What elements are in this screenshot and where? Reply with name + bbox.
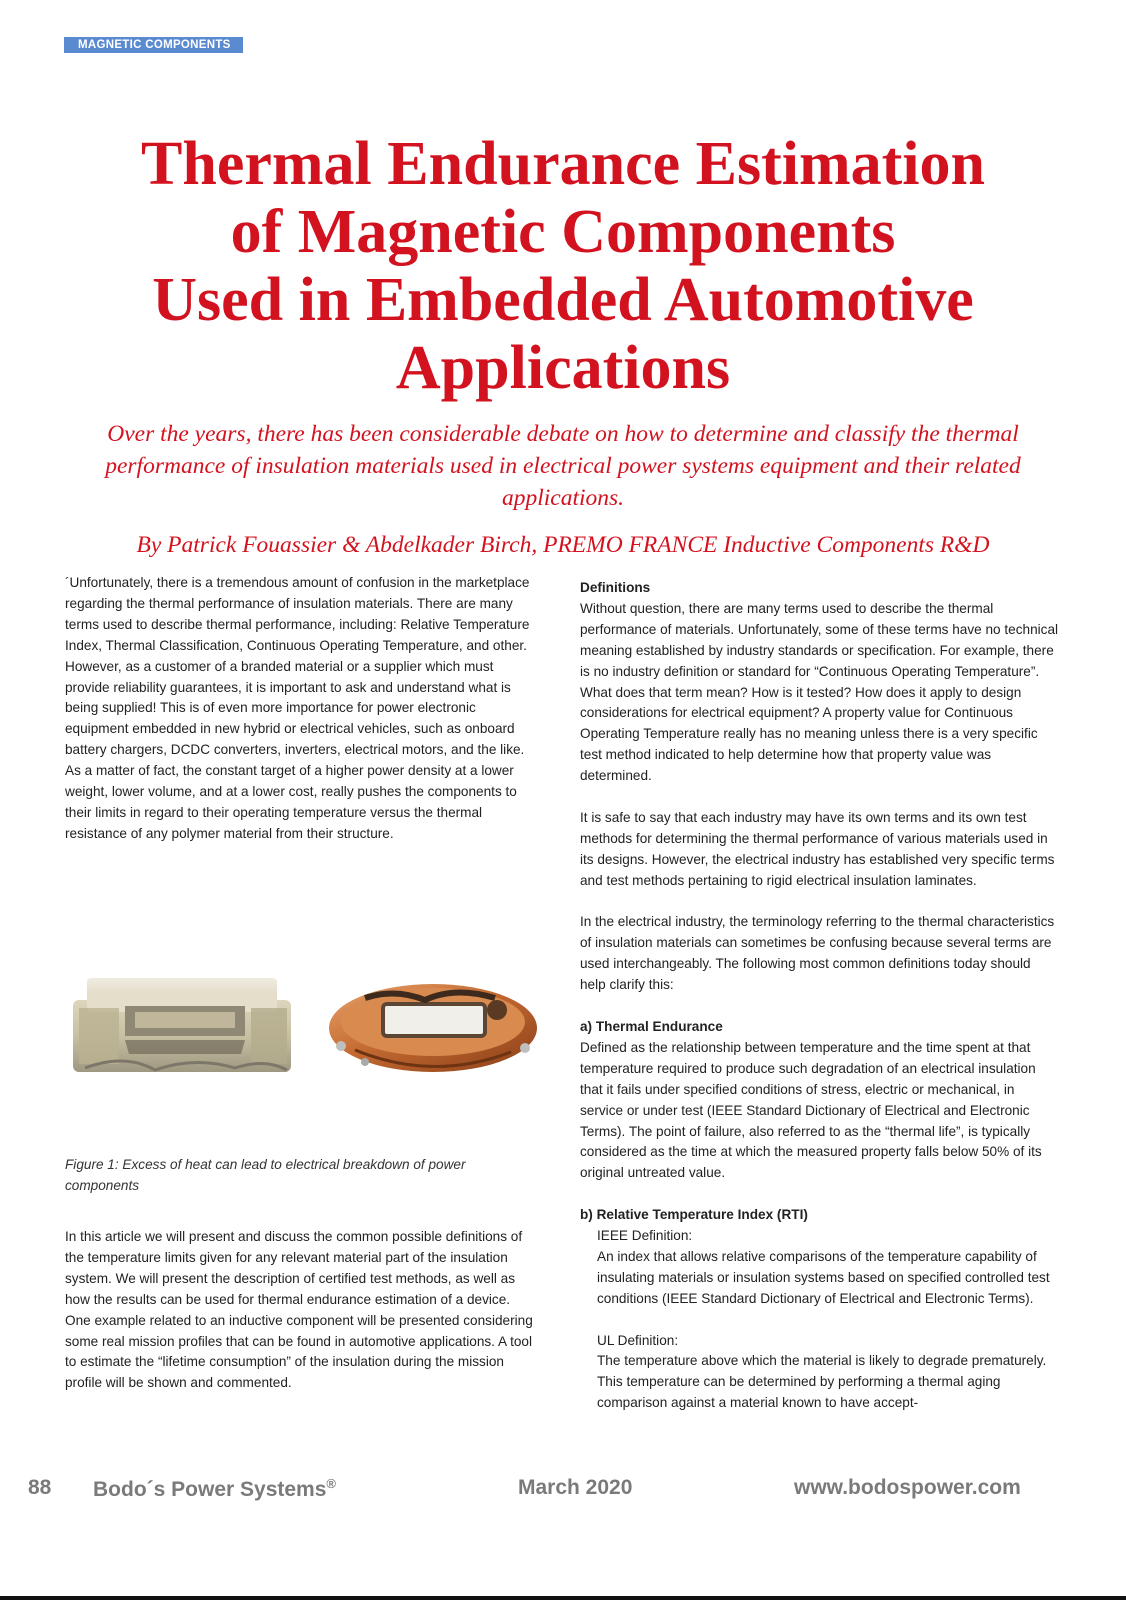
- definitions-paragraph-2: It is safe to say that each industry may have its own terms and its own test methods for determining the thermal performance of various materials used in its designs. However, the electrical industry has established very specific terms and test methods pertaining to rigid electrical insulation laminates.: [580, 809, 1055, 888]
- article-title: [40, 130, 1086, 402]
- definitions-paragraph-3: In the electrical industry, the terminology referring to the thermal characteristics of insulation materials can sometimes be confusing because several terms are used interchangeably. The following most common definitions today should help clarify this:: [580, 914, 1055, 993]
- left-column-article-intro: [65, 1227, 537, 1394]
- ul-definition-text: The temperature above which the material is likely to degrade prematurely. This temperature can be determined by performing a thermal aging comparison against a material known to have accept-: [597, 1353, 1047, 1411]
- rti-heading: b) Relative Temperature Index (RTI): [580, 1207, 808, 1223]
- page-footer: [0, 1476, 1126, 1506]
- definitions-paragraph-1: Without question, there are many terms used to describe the thermal performance of materials. Unfortunately, some of these terms have no technical meaning established by industry standards or specification. For example, there is no industry definition or standard for “Continuous Operating Temperature”. What does that term mean? How is it tested? How does it apply to design considerations for electrical equipment? A property value for Continuous Operating Temperature really has no meaning unless there is a very specific test method indicated to help determine how that property value was determined.: [580, 600, 1059, 784]
- intro-paragraph: ´Unfortunately, there is a tremendous amount of confusion in the marketplace regarding the thermal performance of insulation materials. There are many terms used to describe thermal performance, including: Relative Temperature Index, Thermal Classification, Continuous Operating Temperature, and other. However, as a customer of a branded material or a supplier which must provide reliability guarantees, it is important to ask and understand what is being supplied! This is of even more importance for power electronic equipment embedded in new hybrid or electrical vehicles, such as onboard battery chargers, DCDC converters, inverters, electrical motors, and the like. As a matter of fact, the constant target of a higher power density at a lower weight, lower volume, and at a lower cost, really pushes the components to their limits in regard to their operating temperature versus the thermal resistance of any polymer material from their structure.: [65, 575, 530, 841]
- section-tag: MAGNETIC COMPONENTS: [64, 37, 243, 53]
- title-line: Thermal Endurance Estimation: [141, 130, 985, 198]
- left-column-intro: [65, 573, 537, 845]
- figure-1-caption: Figure 1: Excess of heat can lead to electrical breakdown of power components: [65, 1157, 466, 1193]
- thermal-endurance-heading: a) Thermal Endurance: [580, 1018, 723, 1034]
- title-line: of Magnetic Components: [230, 198, 896, 266]
- definitions-heading: Definitions: [580, 580, 651, 595]
- publication-title: Bodo´s Power Systems: [93, 1478, 327, 1501]
- page-number: 88: [28, 1476, 52, 1499]
- ieee-definition-label: IEEE Definition:: [597, 1228, 693, 1244]
- article-subtitle: Over the years, there has been considerable debate on how to determine and classify the thermal performance of insulation materials used in electrical power systems equipment and their related applications.: [105, 421, 1021, 511]
- figure-1-photo: [65, 958, 545, 1078]
- burnt-core-component: [65, 958, 305, 1072]
- title-line: Used in Embedded Automotive: [152, 266, 974, 334]
- issue-date: March 2020: [518, 1476, 633, 1499]
- website-link[interactable]: www.bodospower.com: [794, 1476, 1021, 1499]
- figure-1-images: [65, 958, 545, 1078]
- thermal-endurance-text: Defined as the relationship between temperature and the time spent at that temperature required to produce such degradation of an electrical insulation that it fails under specified conditions of stress, electric or mechanical, in service or under test (IEEE Standard Dictionary of Electrical and Electronic Terms). The point of failure, also referred to as the “thermal life”, is typically considered as the time at which the measured property falls below 50% of its original untreated value.: [580, 1039, 1042, 1181]
- bottom-rule: [0, 1596, 1126, 1600]
- publication-name: [93, 1476, 336, 1502]
- article-intro-paragraph: In this article we will present and discuss the common possible definitions of the temperature limits given for any relevant material part of the insulation system. We will present the description of certified test methods, as well as how the results can be used for thermal endurance estimation of a device. One example related to an inductive component will be presented considering some real mission profiles that can be found in automotive applications. A tool to estimate the “lifetime consumption” of the insulation during the mission profile will be shown and commented.: [65, 1229, 533, 1391]
- burnt-copper-coil-component: [329, 984, 537, 1072]
- registered-mark: ®: [326, 1476, 336, 1491]
- right-column: [580, 578, 1060, 1414]
- ul-definition-label: UL Definition:: [597, 1332, 679, 1348]
- title-line: Applications: [395, 334, 731, 402]
- article-byline: By Patrick Fouassier & Abdelkader Birch, PREMO FRANCE Inductive Components R&D: [136, 532, 990, 558]
- ieee-definition-text: An index that allows relative comparisons of the temperature capability of insulating materials or insulation systems based on specified controlled test conditions (IEEE Standard Dictionary of Electrical and Electronic Terms).: [597, 1248, 1050, 1306]
